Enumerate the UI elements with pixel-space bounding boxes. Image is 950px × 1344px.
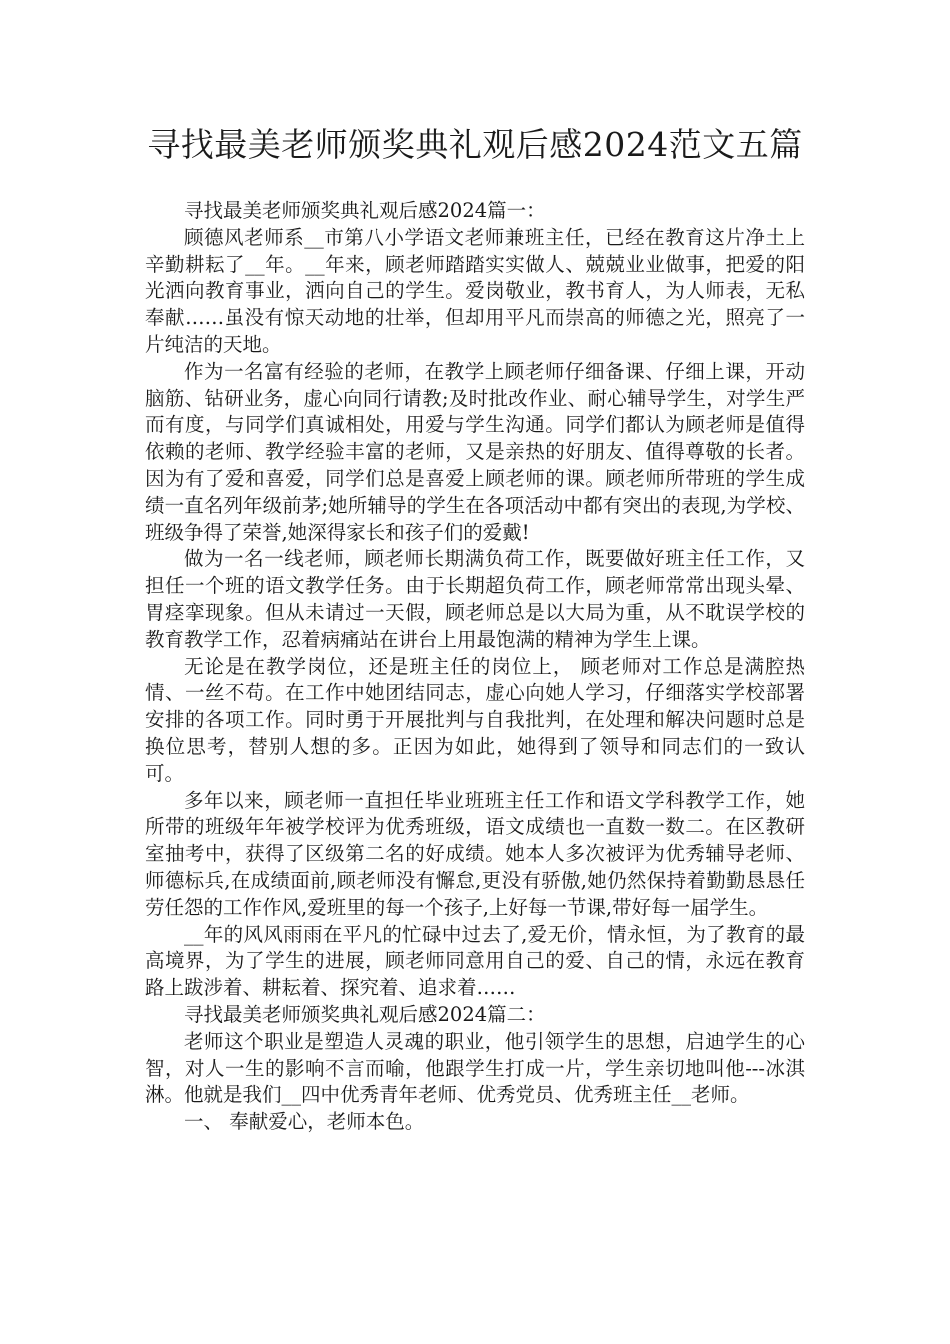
paragraph: __年的风风雨雨在平凡的忙碌中过去了,爱无价，情永恒，为了教育的最高境界，为了学生的进展，顾老师同意用自己的爱、自己的情，永远在教育路上跋涉着、耕耘着、探究着、追求着…… [145, 922, 805, 1000]
section-heading-2: 寻找最美老师颁奖典礼观后感2024篇二： [184, 1002, 546, 1026]
document-body [145, 198, 805, 1136]
document-title: 寻找最美老师颁奖典礼观后感2024范文五篇 [147, 125, 803, 164]
paragraph: 无论是在教学岗位，还是班主任的岗位上， 顾老师对工作总是满腔热情、一丝不苟。在工作中她团结同志，虚心向她人学习，仔细落实学校部署安排的各项工作。同时勇于开展批判与自我批判，在处理和解决问题时总是换位思考，替别人想的多。正因为如此，她得到了领导和同志们的一致认可。 [145, 654, 805, 785]
paragraph: 多年以来，顾老师一直担任毕业班班主任工作和语文学科教学工作，她所带的班级年年被学校评为优秀班级，语文成绩也一直数一数二。在区教研室抽考中，获得了区级第二名的好成绩。她本人多次被评为优秀辅导老师、师德标兵,在成绩面前,顾老师没有懈怠,更没有骄傲,她仍然保持着勤勤恳恳任劳任怨的工作作风,爱班里的每一个孩子,上好每一节课,带好每一届学生。 [145, 788, 805, 919]
section-heading-1: 寻找最美老师颁奖典礼观后感2024篇一： [184, 199, 546, 222]
paragraph: 老师这个职业是塑造人灵魂的职业，他引领学生的思想，启迪学生的心智，对人一生的影响不言而喻，他跟学生打成一片，学生亲切地叫他---冰淇淋。他就是我们__四中优秀青年老师、优秀党员、优秀班主任__老师。 [145, 1029, 805, 1107]
list-item-heading: 一、 奉献爱心，老师本色。 [184, 1110, 425, 1134]
paragraph: 作为一名富有经验的老师，在教学上顾老师仔细备课、仔细上课，开动脑筋、钻研业务，虚心向同行请教;及时批改作业、耐心辅导学生，对学生严而有度，与同学们真诚相处，用爱与学生沟通。同学们都认为顾老师是值得依赖的老师、教学经验丰富的老师，又是亲热的好朋友、值得尊敬的长者。因为有了爱和喜爱，同学们总是喜爱上顾老师的课。顾老师所带班的学生成绩一直名列年级前茅;她所辅导的学生在各项活动中都有突出的表现,为学校、班级争得了荣誉,她深得家长和孩子们的爱戴! [145, 359, 805, 544]
paragraph: 顾德风老师系__市第八小学语文老师兼班主任，已经在教育这片净土上辛勤耕耘了__年。__年来，顾老师踏踏实实做人、兢兢业业做事，把爱的阳光洒向教育事业，洒向自己的学生。爱岗敬业，教书育人，为人师表，无私奉献……虽没有惊天动地的壮举，但却用平凡而崇高的师德之光，照亮了一片纯洁的天地。 [145, 225, 805, 356]
paragraph: 做为一名一线老师，顾老师长期满负荷工作，既要做好班主任工作，又担任一个班的语文教学任务。由于长期超负荷工作，顾老师常常出现头晕、胃痉挛现象。但从未请过一天假，顾老师总是以大局为重，从不耽误学校的教育教学工作，忍着病痛站在讲台上用最饱满的精神为学生上课。 [145, 547, 805, 651]
